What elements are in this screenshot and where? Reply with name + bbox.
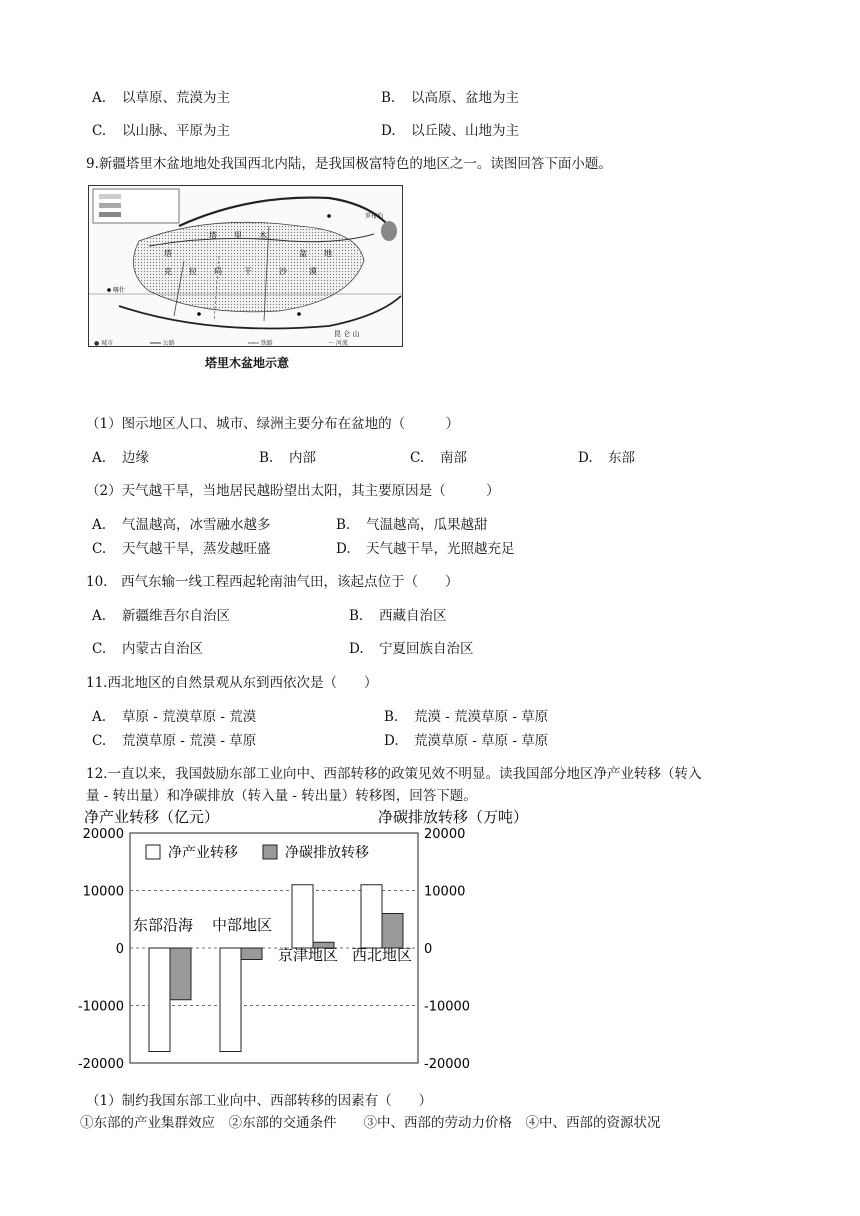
legend-river: 〜 河流 [328,340,348,347]
desert-char-4: 玛 [214,267,222,276]
right-tick-label: -10000 [424,999,471,1015]
right-tick-label: 20000 [424,827,466,842]
basin-char-5: 地 [324,249,332,258]
right-tick-label: -20000 [424,1057,471,1072]
bar-carbon-1 [241,948,262,960]
bar-carbon-3 [382,914,403,949]
left-tick-label: 20000 [82,827,124,842]
category-label: 中部地区 [212,916,273,934]
basin-char-3: 木 [259,231,267,240]
q11-option-a: A. 草原 - 荒漠草原 - 荒漠 [92,709,257,725]
map-title: 塔里木盆地示意 [205,356,290,370]
desert-char-7: 漠 [309,267,317,276]
q8-option-c: C. 以山脉、平原为主 [92,123,230,139]
q8-option-b: B. 以高原、盆地为主 [381,90,519,106]
desert-char-1: 塔 [164,249,172,258]
right-tick-label: 0 [424,942,433,957]
right-tick-label: 10000 [424,884,466,900]
kashgar-label: 喀什 [113,287,126,294]
map-svg [89,186,402,346]
bar-carbon-0 [170,948,191,1000]
left-tick-label: 10000 [82,884,124,900]
desert-char-6: 沙 [279,267,287,276]
q9-sub2-option-d: D. 天气越干旱，光照越充足 [336,541,515,557]
left-tick-label: -10000 [77,999,124,1015]
q9-sub1-option-d: D. 东部 [578,450,635,466]
basin-char-2: 里 [234,231,242,240]
q12-stem-line2: 量 - 转出量）和净碳排放（转入量 - 转出量）转移图，回答下题。 [86,788,477,804]
basin-char-1: 塔 [209,231,217,240]
kashgar-dot [107,288,111,292]
desert-char-2: 克 [164,267,172,276]
legend-label-industry: 净产业转移 [168,845,238,861]
category-label: 京津地区 [278,946,339,964]
industry-transfer-chart [0,800,860,1090]
right-axis-title: 净碳排放转移（万吨） [378,808,529,826]
map-legend-row [88,336,401,348]
lop-nur [381,221,397,241]
q10-option-d: D. 宁夏回族自治区 [349,641,474,657]
city-dot-2 [297,312,301,316]
legend-swatch-carbon [263,845,277,859]
q10-stem: 10. 西气东输一线工程西起轮南油气田，该起点位于（ ） [86,574,459,590]
legend-swatch-3 [99,212,121,217]
q10-option-a: A. 新疆维吾尔自治区 [92,608,230,624]
q12-sub1-stem: （1）制约我国东部工业向中、西部转移的因素有（ ） [86,1093,433,1109]
q10-option-c: C. 内蒙古自治区 [92,641,203,657]
lake-label: 罗布泊 [365,213,384,220]
q8-option-d: D. 以丘陵、山地为主 [381,123,519,139]
legend-road: ━━━ 公路 [150,340,175,347]
tianshan-ridge [179,198,389,226]
desert-char-3: 拉 [189,267,197,276]
tarim-basin-map [88,185,403,347]
q11-stem: 11.西北地区的自然景观从东到西依次是（ ） [86,675,378,691]
mountain-label: 昆 仑 山 [334,330,360,338]
q10-option-b: B. 西藏自治区 [349,608,447,624]
q9-sub1-stem: （1）图示地区人口、城市、绿洲主要分布在盆地的（ ） [86,416,460,432]
q11-option-c: C. 荒漠草原 - 荒漠 - 草原 [92,733,257,749]
legend-swatch-2 [99,203,121,208]
bar-industry-1 [220,948,241,1052]
q9-stem: 9.新疆塔里木盆地地处我国西北内陆，是我国极富特色的地区之一。读图回答下面小题。 [86,156,612,172]
q9-sub1-option-c: C. 南部 [410,450,467,466]
q11-option-d: D. 荒漠草原 - 草原 - 草原 [384,733,549,749]
city-dot-3 [327,214,331,218]
q9-sub2-stem: （2）天气越干旱，当地居民越盼望出太阳，其主要原因是（ ） [86,483,500,499]
legend-label-carbon: 净碳排放转移 [285,845,369,861]
q12-sub1-items: ①东部的产业集群效应 ②东部的交通条件 ③中、西部的劳动力价格 ④中、西部的资源状况 [80,1115,661,1131]
q9-sub2-option-b: B. 气温越高，瓜果越甜 [336,517,488,533]
desert-char-5: 干 [244,267,252,276]
q9-sub2-option-a: A. 气温越高，冰雪融水越多 [92,517,271,533]
bar-industry-0 [149,948,170,1052]
legend-swatch-1 [99,194,121,199]
q11-option-b: B. 荒漠 - 荒漠草原 - 草原 [384,709,549,725]
bar-industry-3 [361,885,382,948]
q9-sub2-option-c: C. 天气越干旱，蒸发越旺盛 [92,541,271,557]
category-label: 东部沿海 [133,916,194,934]
left-tick-label: 0 [115,942,124,957]
left-tick-label: -20000 [77,1057,124,1072]
q12-stem-line1: 12.一直以来，我国鼓励东部工业向中、西部转移的政策见效不明显。读我国部分地区净产业转移（转入 [86,766,702,782]
city-dot-1 [197,312,201,316]
q8-option-a: A. 以草原、荒漠为主 [92,90,230,106]
basin-char-4: 盆 [299,249,307,258]
legend-city: ● 城市 [94,340,114,347]
category-label: 西北地区 [352,946,413,964]
left-axis-title: 净产业转移（亿元） [84,808,220,826]
legend-swatch-industry [146,845,160,859]
q9-sub1-option-b: B. 内部 [259,450,316,466]
legend-railway: ┅┅┅ 铁路 [248,340,273,347]
bar-industry-2 [292,885,313,948]
q9-sub1-option-a: A. 边缘 [92,450,149,466]
